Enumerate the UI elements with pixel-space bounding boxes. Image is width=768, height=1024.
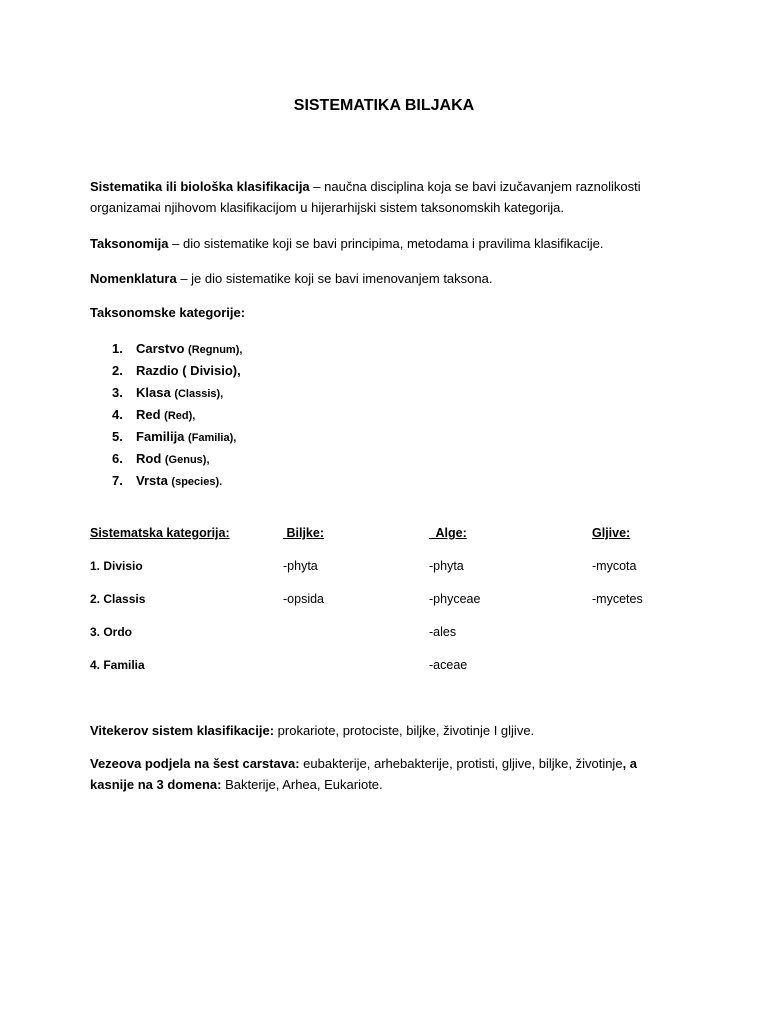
suffix-table <box>90 523 690 688</box>
table-header: Alge: <box>429 526 467 540</box>
nomenklatura-paragraph <box>90 268 680 289</box>
table-cell: -ales <box>429 625 457 639</box>
table-cell: -mycota <box>592 559 637 573</box>
table-cell: 1. Divisio <box>90 559 143 573</box>
taksonomija-text: – dio sistematike koji se bavi principima, metodama i pravilima klasifikacije. <box>168 236 604 251</box>
list-item: 2. Razdio ( Divisio), <box>112 363 241 378</box>
kategorije-list <box>112 338 242 492</box>
vezeova-text-2: Bakterije, Arhea, Eukariote. <box>221 777 383 792</box>
list-item: 1. Carstvo (Regnum), <box>112 341 243 356</box>
nomenklatura-text: – je dio sistematike koji se bavi imenovanjem taksona. <box>176 271 493 286</box>
table-header-row <box>90 523 690 556</box>
kategorije-heading: Taksonomske kategorije: <box>90 305 246 320</box>
table-cell: -phyta <box>429 559 464 573</box>
table-row <box>90 589 690 622</box>
list-item: 5. Familija (Familia), <box>112 429 237 444</box>
vitekerov-paragraph <box>90 720 680 741</box>
intro-paragraph <box>90 176 680 218</box>
vezeova-term: Vezeova podjela na šest carstava: <box>90 756 300 771</box>
table-cell: -opsida <box>283 592 324 606</box>
list-item: 7. Vrsta (species). <box>112 473 223 488</box>
vezeova-term-2: , a kasnije na 3 domena: <box>90 756 638 792</box>
taksonomija-paragraph <box>90 233 680 254</box>
table-cell: -aceae <box>429 658 468 672</box>
table-header: Gljive: <box>592 526 631 540</box>
nomenklatura-term: Nomenklatura <box>90 271 177 286</box>
intro-term: Sistematika ili biološka klasifikacija <box>90 179 310 194</box>
table-header: Sistematska kategorija: <box>90 526 230 540</box>
vezeova-text: eubakterije, arhebakterije, protisti, gljive, biljke, životinje <box>299 756 623 771</box>
table-row <box>90 655 690 688</box>
table-cell: -mycetes <box>592 592 643 606</box>
taksonomija-term: Taksonomija <box>90 236 169 251</box>
table-cell: -phyceae <box>429 592 481 606</box>
table-row <box>90 622 690 655</box>
vitekerov-text: prokariote, protociste, biljke, životinje I gljive. <box>274 723 535 738</box>
table-cell: 2. Classis <box>90 592 146 606</box>
list-item: 3. Klasa (Classis), <box>112 385 224 400</box>
table-cell: 4. Familia <box>90 658 145 672</box>
vitekerov-term: Vitekerov sistem klasifikacije: <box>90 723 275 738</box>
table-header: Biljke: <box>283 526 324 540</box>
intro-text: – naučna disciplina koja se bavi izučavanjem raznolikosti organizamai njihovom klasifikacijom u hijerarhijski sistem taksonomskih kategorija. <box>90 179 641 215</box>
table-row <box>90 556 690 589</box>
page-title: SISTEMATIKA BILJAKA <box>293 97 475 114</box>
table-cell: -phyta <box>283 559 318 573</box>
list-item: 4. Red (Red), <box>112 407 196 422</box>
list-item: 6. Rod (Genus), <box>112 451 210 466</box>
table-cell: 3. Ordo <box>90 625 133 639</box>
vezeova-paragraph <box>90 753 670 795</box>
